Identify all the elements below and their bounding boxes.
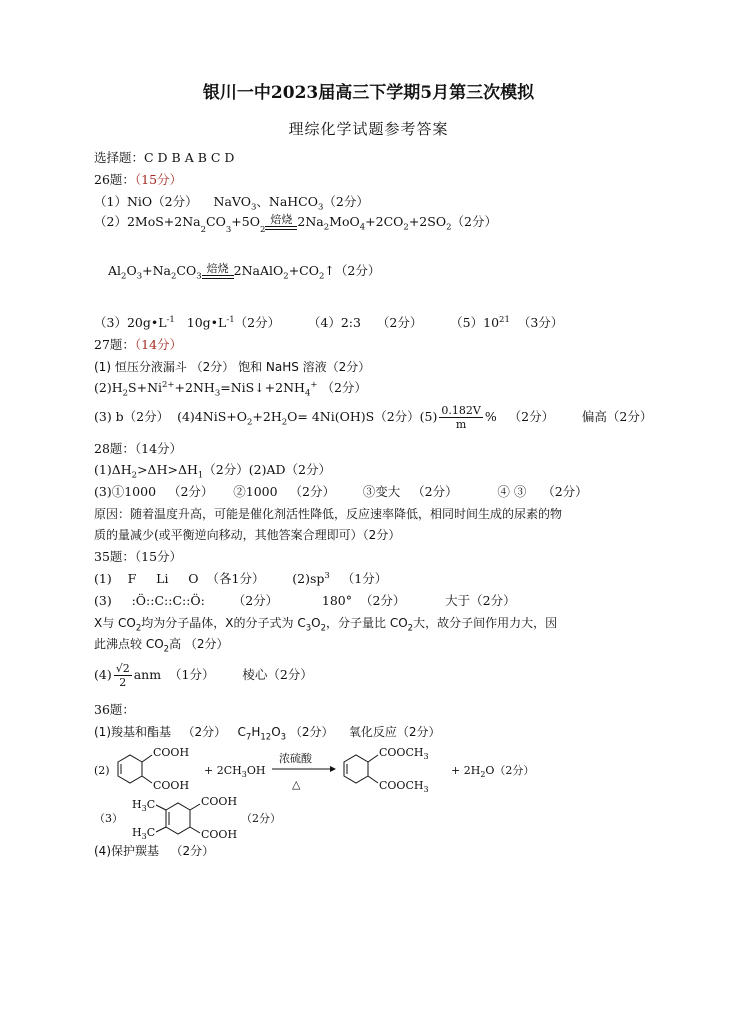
q35-part: 此沸点较 CO [94,637,164,651]
eq-part: （2）2MoS+2Na [94,214,201,229]
eq-part: CO [176,263,197,278]
q35-part: 均为分子晶体，X的分子式为 C [141,616,306,630]
reaction-condition: 浓硫酸 [279,752,312,765]
q28-part: （2分）(2)AD（2分） [203,462,331,477]
eq-part: +5O [231,214,260,229]
q35-a3 [94,593,516,609]
reaction-label: (2) [94,764,110,777]
arrow-head [330,766,336,772]
q35-part: 高 （2分） [169,637,229,651]
methyl-text: C [146,826,156,839]
esterification-reaction [94,742,554,800]
structure-label: （3） [94,812,123,825]
q36-part: 氧化反应（2分） [348,725,441,739]
q26-part: （5）10 [450,315,500,330]
q26-part: （3分） [517,315,564,330]
roast-condition [202,263,234,279]
eq-part: +2CO [365,214,404,229]
q27-part: % [484,409,497,424]
subscript: 3 [241,770,247,779]
eq-part: 2NaAlO [233,263,284,278]
q26-part: （2分） [376,315,423,330]
q35-part: ，分子量比 CO [326,616,408,630]
eq-part: +CO [288,263,319,278]
q27-part: (4)4NiS+O [177,409,247,424]
q28-part: >ΔH>ΔH [137,462,198,477]
q36-heading: 36题： [94,702,135,717]
q27-a1: (1) 恒压分液漏斗 （2分） 饱和 NaHS 溶液（2分） [94,360,371,374]
q27-part: （2分） [508,409,555,424]
q26-part: 10g•L [186,315,227,330]
eq-part: +2SO [408,214,447,229]
fraction-numerator: 0.182V [441,404,481,417]
q35-part: X与 CO [94,616,136,630]
q35-part: （2分） [232,593,279,608]
ring-bonds [156,803,200,834]
ester-text: COOCH [379,779,424,792]
q27-part: 偏高（2分） [581,409,653,424]
q35-lewis-structure: (3) :Ö::C::C::Ö: [94,593,205,608]
sqrt2-over-2 [114,662,132,689]
fraction-denominator: m [455,418,467,431]
q27-heading [94,337,182,353]
cooh-group: COOH [201,828,238,841]
q36-part: （2分） [289,725,334,739]
condition-label: 焙烧 [270,213,293,226]
q28-a3: (3)①1000 （2分） ②1000 （2分） ③变大 （2分） ④ ③ （2分） [94,484,588,499]
q36-part: H [251,725,261,739]
methanol-text: OH [246,764,266,777]
q35-part: 大，故分子间作用力大，因 [413,616,558,630]
water-text: + 2H [451,764,481,777]
subscript: 3 [423,752,429,761]
q26-score: （15分） [134,172,183,187]
water-text: O（2分） [485,764,535,777]
eq-part: MoO [329,214,360,229]
heating-symbol: △ [292,778,301,791]
q27-score: （14分） [134,337,183,352]
q26-a1-part: 、NaHCO [256,194,318,209]
methanol-text: + 2CH [204,764,242,777]
q27-a345: (3) b（2分） $(4)4NiS+O_2+2H_2O= 4Ni(OH)S(2$分）(5) $\frac{0.182V}{m}$ % （2分） 偏高（2分） [94,404,653,431]
q26-a1-part: （1）NiO（2分） [94,194,198,209]
methanol-term [204,764,265,779]
q35-part: 棱心（2分） [242,667,313,682]
subscript: 3 [141,804,147,813]
cyclohexene-dicarboxylic-acid [118,755,152,783]
cooh-group: COOH [153,746,190,759]
methyl-text: H [132,798,142,811]
mc-answers: 选择题：C D B A B C D [94,150,235,165]
q28-reason-line1: 原因：随着温度升高，可能是催化剂活性降低，反应速率降低，相同时间生成的尿素的物 [94,507,563,521]
q27-part: (3) b（2分） [94,409,170,424]
q28-reason-line2: 质的量减少(或平衡逆向移动，其他答案合理即可）（2分） [94,528,401,542]
q26-a2-equation: （2）2MoS+2Na2CO3+5O2 焙烧 $2Na_2MoO_4+2CO_2+2SO_2(2$分） [94,213,497,235]
q26-a345: $(3)20g•L^{-1}$ $10g•L^{-1}(2$分） （4）2:3 （2分） $(5)10^{21}$ （3分） [94,314,564,330]
subscript: 3 [423,785,429,794]
q28-a1: $(1)\Delta H_2>\Delta H>\Delta H_1(2$分）(2)AD（2分） [94,462,331,481]
subscript: 2 [480,770,486,779]
methyl-group [132,826,155,841]
eq-part: 2Na [297,214,324,229]
eq-part: （2分） [451,214,497,229]
q35-part: (4) [94,667,112,682]
ester-group [379,746,429,761]
dimethyl-ester-product [344,755,378,783]
page-title: 银川一中2023届高三下学期5月第三次模拟 [202,83,535,103]
q35-part: O [311,616,321,630]
cooh-group: COOH [153,779,190,792]
equal-sign [265,226,297,230]
page-subtitle: 理综化学试题参考答案 [288,120,449,138]
concentration-fraction [439,404,482,431]
q27-part: +2NH [174,380,215,395]
q27-head: 27题： [94,337,135,352]
q27-part: O= 4Ni(OH)S（2分）(5) [287,409,438,424]
q35-part: (1) F Li O （各1分） [94,571,265,586]
q26-a1-part: （2分） [323,194,369,209]
subscript: 3 [141,832,147,841]
q35-explanation-line1: X与 $CO_2$均为分子晶体，X的分子式为 $C_3O_2$，分子量比 $CO_2$大，故分子间作用力大，因 [94,616,558,634]
q35-heading: 35题：（15分） [94,549,183,564]
cooh-group: COOH [201,795,238,808]
q28-heading: 28题：（14分） [94,441,183,456]
q26-a3-equation: $Al_2O_3+Na_2CO_3$ 焙烧 $2NaAlO_2+CO_2↑(2$分） [108,262,381,282]
q36-a1: (1)羧基和酯基 （2分） $C_7H_{12}O_3$ （2分） 氧化反应（2分） [94,725,441,743]
q35-part: 180° （2分） [321,593,406,608]
q26-part: （3）20g•L [94,315,167,330]
q35-a4 [94,657,313,693]
q36-part: (1)羧基和酯基 （2分） [94,725,227,739]
q27-part: =NiS↓+2NH [220,380,305,395]
water-term [451,763,534,779]
q36-part: C [237,725,246,739]
eq-part: O [126,263,137,278]
ester-text: COOCH [379,746,424,759]
q26-head: 26题： [94,172,135,187]
q36-part: O [271,725,281,739]
eq-part: ↑（2分） [324,263,381,278]
eq-part: Al [108,263,122,278]
q35-part: （1分） [341,571,388,586]
q27-a2: $(2)H_2S+Ni^{2+}+2NH_3=NiS↓+2NH_4^+$ （2分） [94,379,367,399]
q35-part: (2)sp [292,571,325,586]
q35-a1: (1) F Li O （各1分） $(2)sp^3$ （1分） [94,570,388,586]
q28-part: (1)ΔH [94,462,132,477]
q27-part: +2H [252,409,282,424]
structure-score: （2分） [241,812,281,825]
q36-a4: (4)保护羰基 （2分） [94,844,215,858]
methyl-text: H [132,826,142,839]
q35-part: anm （1分） [133,667,215,682]
q27-part: S+Ni [128,380,163,395]
eq-part: CO [206,214,226,229]
eq-part: +Na [142,263,171,278]
q35-part: 大于（2分） [445,593,516,608]
methyl-text: C [146,798,156,811]
equal-sign [202,275,234,279]
q26-heading [94,172,182,188]
q26-part: （4）2:3 [307,315,361,330]
dimethyl-cyclohexene-dicarboxylic-acid [94,794,314,842]
fraction-denominator: 2 [119,676,127,689]
q35-explanation-line2: 此沸点较 $CO_2$高 （2分） [94,637,229,655]
q27-part: (2)H [94,380,123,395]
roast-condition [265,214,297,230]
q26-part: （2分） [234,315,281,330]
ester-group [379,779,429,794]
fraction-numerator: √2 [115,662,130,675]
condition-label: 焙烧 [206,262,229,275]
methyl-group [132,798,155,813]
q26-a1: （1）NiO（2分） NaVO$_3$、NaHCO$_3$（2分） [94,194,369,213]
q27-part: （2分） [321,380,367,395]
q26-a1-part: NaVO [213,194,251,209]
